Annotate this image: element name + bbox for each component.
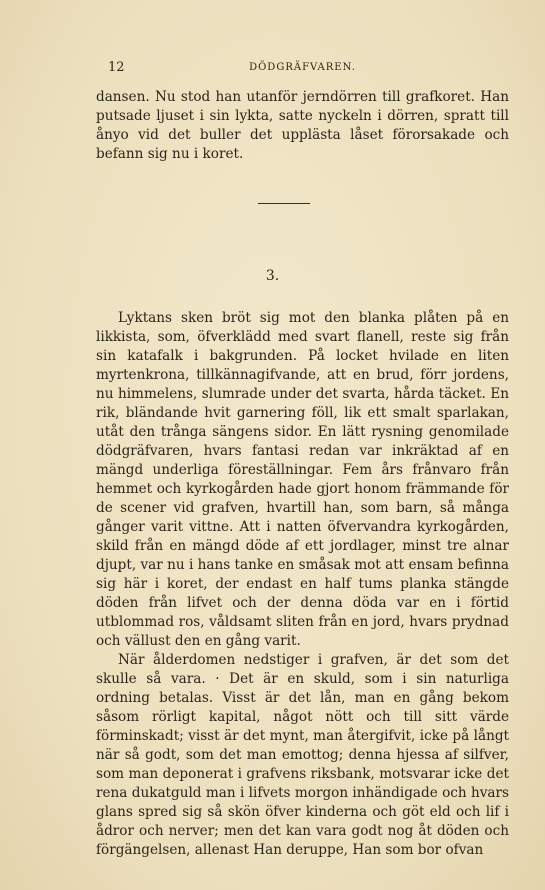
chapter-body <box>96 309 509 860</box>
section-divider <box>258 203 310 204</box>
chapter-number: 3. <box>265 268 280 284</box>
page-header <box>96 60 509 80</box>
intro-text <box>96 88 509 164</box>
page-number: 12 <box>108 60 125 75</box>
body-paragraph: Lyktans sken bröt sig mot den blanka plåten på en likkista, som, öfverklädd med svart flanell, reste sig från sin katafalk i bakgrunden. På locket hvilade en liten myrtenkrona, tillkännagifvande, att en brud, förr jordens, nu himmelens, slumrade under det svarta, hårda täcket. En rik, bländande hvit garnering föll, lik ett smalt sparlakan, utåt den trånga sängens sidor. En lätt rysning genomilade dödgräfvaren, hvars fantasi redan var inkräktad af en mängd underliga föreställningar. Fem års frånvaro från hemmet och kyrkogården hade gjort honom främmande för de scener vid grafven, hvartill han, som barn, så många gånger varit vittne. Att i natten öfvervandra kyrkogården, skild från en mängd döde af ett jordlager, minst tre alnar djupt, var nu i hans tanke en småsak mot att ensam befinna sig här i koret, der endast en half tums planka stängde döden från lifvet och der denna döda var en i förtid utblommad ros, våldsamt sliten från en jord, hvars prydnad och vällust den en gång varit. <box>96 310 509 649</box>
intro-paragraph: dansen. Nu stod han utanför jerndörren till grafkoret. Han putsade ljuset i sin lykta, satte nyckeln i dörren, spratt till ånyo vid det buller det upplästa låset förorsakade och befann sig nu i koret. <box>96 89 509 162</box>
running-title: DÖDGRÄFVAREN. <box>249 62 356 73</box>
body-paragraph: När ålderdomen nedstiger i grafven, är det som det skulle så vara. · Det är en skuld, som i sin naturliga ordning betalas. Visst är det lån, man en gång bekom såsom rörligt kapital, något nött och till sitt värde förminskadt; visst är det mynt, man återgifvit, icke på långt när så godt, som det man emottog; denna hjessa af silfver, som man deponerat i grafvens riksbank, motsvarar icke det rena dukatguld man i lifvets morgon inhändigade och hvars glans spred sig så skön öfver kinderna och göt eld och lif i ådror och nerver; men det kan vara godt nog åt döden och förgängelsen, allenast Han deruppe, Han som bor ofvan <box>96 652 509 858</box>
